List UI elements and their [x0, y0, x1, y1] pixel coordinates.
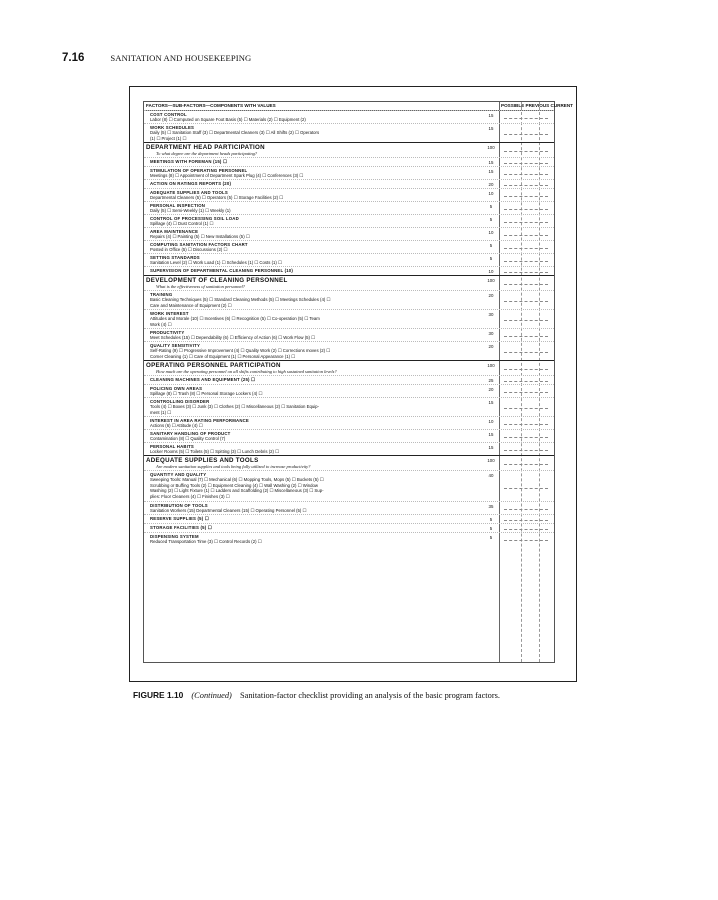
- subfactor-title: INTEREST IN AREA RATING PERFORMANCE: [150, 418, 249, 423]
- score-entry-line[interactable]: [504, 369, 548, 370]
- subfactor-title: WORK SCHEDULES: [150, 125, 195, 130]
- score-entry-line[interactable]: [504, 248, 548, 249]
- score-entry-line[interactable]: [504, 392, 548, 393]
- possible-value: 10: [488, 230, 494, 235]
- possible-value: 25: [488, 378, 494, 383]
- subfactor-title: SANITARY HANDLING OF PRODUCT: [150, 431, 231, 436]
- factor-title: DEVELOPMENT OF CLEANING PERSONNEL: [146, 277, 288, 284]
- subfactor-row: [144, 442, 554, 456]
- factor-title: DEPARTMENT HEAD PARTICIPATION: [146, 144, 265, 151]
- possible-value: 5: [489, 526, 493, 531]
- possible-value: 100: [487, 458, 495, 463]
- score-entry-line[interactable]: [504, 529, 548, 530]
- subfactor-components: Sanitation Level (2) ☐ Work Load (1) ☐ Schedules (1) ☐ Costs (1) ☐: [150, 260, 282, 265]
- subfactor-title: AREA MAINTENANCE: [150, 229, 199, 234]
- subfactor-title: COST CONTROL: [150, 112, 187, 117]
- subfactor-title: SUPERVISION OF DEPARTMENTAL CLEANING PERSONNEL (10): [150, 268, 294, 273]
- possible-value: 15: [488, 160, 494, 165]
- possible-value: 5: [489, 517, 493, 522]
- possible-value: 15: [488, 169, 494, 174]
- subfactor-row: [144, 501, 554, 515]
- subfactor-row: [144, 110, 554, 124]
- subfactor-title: CLEANING MACHINES AND EQUIPMENT (25) ☐: [150, 377, 256, 382]
- subfactor-components: Repairs (4) ☐ Painting (5) ☐ New Installations (5) ☐: [150, 234, 250, 239]
- possible-value: 15: [488, 126, 494, 131]
- subfactor-components: Daily (5) ☐ Semi-Weekly (1) ☐ Weekly (1): [150, 208, 231, 213]
- subfactor-title: QUANTITY AND QUALITY: [150, 472, 207, 477]
- subfactor-title: DISTRIBUTION OF TOOLS: [150, 503, 208, 508]
- running-header: [62, 52, 251, 68]
- factor-question: How much are the operating personnel on all shifts contributing to high sustained sanitation levels?: [156, 369, 337, 374]
- section-number: 7.16: [62, 52, 85, 64]
- subfactor-components: Labor (8) ☐ Computed on Square Foot Basis (5) ☐ Materials (2) ☐ Equipment (2): [150, 117, 306, 122]
- score-entry-line[interactable]: [504, 185, 548, 186]
- subfactor-components: Tools (4) ☐ Boxes (3) ☐ Junk (3) ☐ Clothes (2) ☐ Miscellaneous (2) ☐ Sanitation Equip- ment (1) ☐: [150, 404, 319, 415]
- subfactor-row: [144, 384, 554, 398]
- possible-value: 100: [487, 278, 495, 283]
- subfactor-components: Meetings (8) ☐ Appointment of Department Spark Plug (4) ☐ Conferences (3) ☐: [150, 173, 304, 178]
- subfactor-row: [144, 253, 554, 267]
- subfactor-title: POLICING OWN AREAS: [150, 386, 203, 391]
- score-entry-line[interactable]: [504, 222, 548, 223]
- checklist-form: [143, 101, 573, 663]
- possible-value: 20: [488, 293, 494, 298]
- subfactor-title: STIMULATION OF OPERATING PERSONNEL: [150, 168, 248, 173]
- section-title: SANITATION AND HOUSEKEEPING: [110, 53, 252, 63]
- score-entry-line[interactable]: [504, 272, 548, 273]
- possible-value: 30: [488, 331, 494, 336]
- subfactor-components: Departmental Cleaners (5) ☐ Operators (5) ☐ Storage Facilities (2) ☐: [150, 195, 284, 200]
- subfactor-components: Actions (6) ☐ Attitude (4) ☐: [150, 423, 203, 428]
- subfactor-components: Spillage (8) ☐ Trash (8) ☐ Personal Storage Lockers (4) ☐: [150, 391, 263, 396]
- subfactor-components: Contamination (8) ☐ Quality Control (7): [150, 436, 226, 441]
- possible-value: 20: [488, 387, 494, 392]
- score-entry-line[interactable]: [504, 209, 548, 210]
- score-entry-line[interactable]: [504, 336, 548, 337]
- subfactor-row: [144, 470, 554, 502]
- factor-question: To what degree are the department heads participating?: [156, 151, 258, 156]
- possible-value: 35: [488, 504, 494, 509]
- subfactor-components: Basic Cleaning Techniques (5) ☐ Standard Cleaning Methods (5) ☐ Meetings Schedules (4) ☐ Care and Maintenance of Equipment (2) ☐: [150, 297, 331, 308]
- column-header-factors: FACTORS—SUB-FACTORS—COMPONENTS WITH VALUES: [146, 103, 276, 108]
- possible-value: 20: [488, 182, 494, 187]
- subfactor-components: Reduced Transportation Time (3) ☐ Control Records (2) ☐: [150, 539, 262, 544]
- subfactor-row: [144, 188, 554, 202]
- score-entry-line[interactable]: [504, 118, 548, 119]
- subfactor-components: Daily (5) ☐ Sanitation Staff (3) ☐ Departmental Cleaners (3) ☐ All Shifts (2) ☐ Operators (1) ☐ Project (1) ☐: [150, 130, 320, 141]
- score-entry-line[interactable]: [504, 408, 548, 409]
- subfactor-title: CONTROLLING DISORDER: [150, 399, 210, 404]
- subfactor-title: ADEQUATE SUPPLIES AND TOOLS: [150, 190, 228, 195]
- subfactor-row: [144, 166, 554, 180]
- subfactor-row: [144, 201, 554, 215]
- possible-value: 15: [488, 400, 494, 405]
- subfactor-title: MEETINGS WITH FOREMAN (15) ☐: [150, 159, 228, 164]
- score-entry-line[interactable]: [504, 488, 548, 489]
- possible-value: 15: [488, 432, 494, 437]
- figure-number: FIGURE 1.10: [133, 690, 184, 700]
- figure-caption: [133, 690, 593, 700]
- subfactor-title: SETTING STANDARDS: [150, 255, 200, 260]
- subfactor-components: Meet Schedules (15) ☐ Dependability (6) ☐ Efficiency of Action (6) ☐ Work Flow (5) ☐: [150, 335, 315, 340]
- subfactor-title: PERSONAL INSPECTION: [150, 203, 206, 208]
- subfactor-title: COMPUTING SANITATION FACTORS CHART: [150, 242, 248, 247]
- factor-row: [144, 275, 554, 291]
- score-entry-line[interactable]: [504, 301, 548, 302]
- subfactor-components: Locker Rooms (5) ☐ Toilets (5) ☐ Spitting (3) ☐ Lunch Debris (2) ☐: [150, 449, 279, 454]
- score-entry-line[interactable]: [504, 134, 548, 135]
- score-entry-line[interactable]: [504, 352, 548, 353]
- possible-value: 5: [489, 217, 493, 222]
- score-entry-line[interactable]: [504, 520, 548, 521]
- subfactor-components: Attitudes and Morale (10) ☐ Incentives (6) ☐ Recognition (5) ☐ Co-operation (5) ☐ Team Work (4) ☐: [150, 316, 320, 327]
- figure-continued: (Continued): [191, 691, 232, 700]
- factor-question: What is the effectiveness of sanitation personnel?: [156, 284, 245, 289]
- possible-value: 15: [488, 113, 494, 118]
- factor-row: [144, 360, 554, 376]
- subfactor-components: Self-Rating (9) ☐ Progressive Improvement (4) ☐ Quality Work (2) ☐ Corrections moves (2) ☐ Corner Cleaning (1) ☐ Care of Equipment (1) ☐ Personal Appearance (1) ☐: [150, 348, 331, 359]
- score-entry-line[interactable]: [504, 284, 548, 285]
- factor-row: [144, 142, 554, 158]
- subfactor-components: Posted in Office (5) ☐ Discussions (2) ☐: [150, 247, 228, 252]
- subfactor-row: [144, 341, 554, 361]
- possible-value: 100: [487, 363, 495, 368]
- possible-value: 15: [488, 445, 494, 450]
- possible-value: 5: [489, 256, 493, 261]
- subfactor-row: [144, 240, 554, 254]
- subfactor-components: Sanitation Workers (15) Departmental Cleaners (15) ☐ Operating Personnel (5) ☐: [150, 508, 307, 513]
- subfactor-title: PERSONAL HABITS: [150, 444, 194, 449]
- subfactor-row: [144, 123, 554, 143]
- factor-title: ADEQUATE SUPPLIES AND TOOLS: [146, 457, 259, 464]
- possible-value: 5: [489, 204, 493, 209]
- score-entry-line[interactable]: [504, 261, 548, 262]
- subfactor-title: PRODUCTIVITY: [150, 330, 185, 335]
- subfactor-title: RESERVE SUPPLIES (5) ☐: [150, 516, 209, 521]
- possible-value: 40: [488, 473, 494, 478]
- subfactor-title: WORK INTEREST: [150, 311, 189, 316]
- subfactor-row: [144, 214, 554, 228]
- subfactor-row: [144, 416, 554, 430]
- factor-question: Are modern sanitation supplies and tools being fully utilized to increase productivity?: [156, 464, 311, 469]
- score-entry-line[interactable]: [504, 235, 548, 236]
- possible-value: 30: [488, 312, 494, 317]
- score-entry-line[interactable]: [504, 151, 548, 152]
- score-entry-line[interactable]: [504, 540, 548, 541]
- score-entry-line[interactable]: [504, 509, 548, 510]
- subfactor-row: [144, 397, 554, 417]
- column-header-values: POSSIBLE PREVIOUS CURRENT: [501, 103, 573, 108]
- possible-value: 5: [489, 243, 493, 248]
- score-entry-line[interactable]: [504, 174, 548, 175]
- subfactor-row: [144, 227, 554, 241]
- factor-row: [144, 455, 554, 471]
- score-entry-line[interactable]: [504, 437, 548, 438]
- subfactor-row: [144, 532, 554, 546]
- subfactor-title: CONTROL OF PROCESSING SOIL LOAD: [150, 216, 239, 221]
- possible-value: 5: [489, 535, 493, 540]
- subfactor-title: DISPENSING SYSTEM: [150, 534, 199, 539]
- figure-caption-text: Sanitation-factor checklist providing an analysis of the basic program factors.: [239, 691, 500, 700]
- factor-title: OPERATING PERSONNEL PARTICIPATION: [146, 362, 281, 369]
- subfactor-row: [144, 309, 554, 329]
- score-entry-line[interactable]: [504, 196, 548, 197]
- subfactor-row: [144, 290, 554, 310]
- subfactor-title: QUALITY SENSITIVITY: [150, 343, 201, 348]
- score-entry-line[interactable]: [504, 381, 548, 382]
- subfactor-title: TRAINING: [150, 292, 173, 297]
- possible-value: 20: [488, 344, 494, 349]
- possible-value: 10: [488, 419, 494, 424]
- score-entry-line[interactable]: [504, 163, 548, 164]
- subfactor-title: STORAGE FACILITIES (5) ☐: [150, 525, 212, 530]
- subfactor-row: [144, 328, 554, 342]
- subfactor-components: Sweeping Tools: Manual (7) ☐ Mechanical (6) ☐ Mopping Tools, Mops (5) ☐ Buckets (5) ☐ Scrubbing or Buffing Tools (2) ☐ Equipment Cleaning (4) ☐ Wall Washing (2) ☐ Window Washing (2) ☐ Light Fixture (1) ☐ Ladders and Scaffolding (2) ☐ Miscellaneous (3) ☐ Sup- plies: Floor Cleaners (4) ☐ Finishes (3) ☐: [150, 477, 324, 499]
- score-entry-line[interactable]: [504, 424, 548, 425]
- subfactor-row: [144, 429, 554, 443]
- score-entry-line[interactable]: [504, 464, 548, 465]
- subfactor-components: Spillage (4) ☐ Dust Control (1) ☐: [150, 221, 214, 226]
- score-entry-line[interactable]: [504, 320, 548, 321]
- possible-value: 10: [488, 191, 494, 196]
- subfactor-title: ACTION ON RATINGS REPORTS (20): [150, 181, 232, 186]
- score-entry-line[interactable]: [504, 450, 548, 451]
- possible-value: 10: [488, 269, 494, 274]
- possible-value: 100: [487, 145, 495, 150]
- checklist-rows: [144, 110, 554, 662]
